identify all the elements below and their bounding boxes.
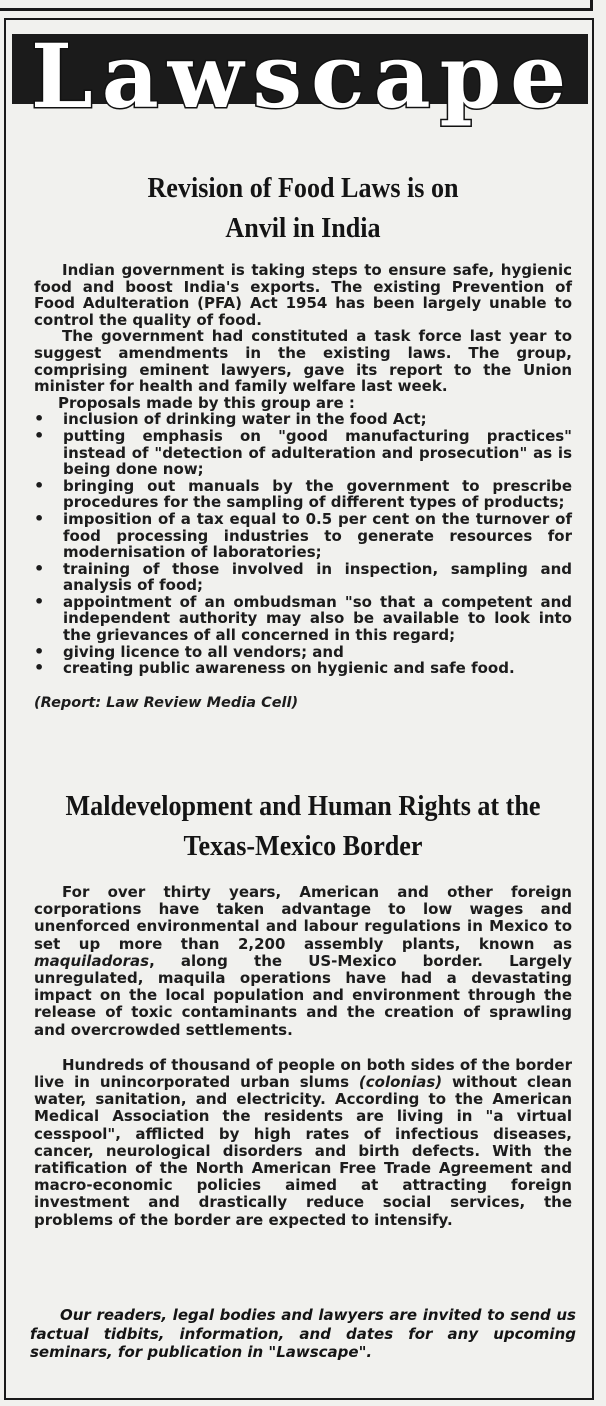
proposal-item: • bringing out manuals by the government to prescribe procedures for the sampling of different types of products;: [34, 478, 572, 511]
article1-headline: [30, 168, 575, 248]
article2-body: [34, 884, 572, 1247]
article1-headline-line2: Anvil in India: [225, 212, 381, 244]
proposal-item: • imposition of a tax equal to 0.5 per cent on the turnover of food processing industries to generate resources for modernisation of laboratories;: [34, 511, 572, 561]
proposals-intro: Proposals made by this group are :: [58, 393, 355, 412]
article1-body: [34, 262, 572, 711]
proposal-item: • putting emphasis on "good manufacturing practices" instead of "detection of adulteration and prosecution" as is being done now;: [34, 428, 572, 478]
article2-p1-text-a: For over thirty years, American and other foreign corporations have taken advantage to low wages and unenforced environmental and labour regulations in Mexico to set up more than 2,200 assembly plants, known as: [34, 883, 572, 953]
colonias-term: (colonias): [358, 1073, 443, 1092]
proposal-item: • training of those involved in inspection, sampling and analysis of food;: [34, 561, 572, 594]
article1-paragraph-1: Indian government is taking steps to ensure safe, hygienic food and boost India's exports. The existing Prevention of Food Adulteration (PFA) Act 1954 has been largely unable to control the quality of food.: [34, 261, 572, 329]
report-credit: (Report: Law Review Media Cell): [34, 694, 299, 711]
readers-invitation-note: Our readers, legal bodies and lawyers are invited to send us factual tidbits, information, and dates for any upcoming seminars, for publication in "Lawscape".: [30, 1306, 576, 1361]
article2-paragraph-1: [34, 884, 572, 1039]
proposals-list: [34, 411, 572, 677]
proposal-item: • giving licence to all vendors; and: [34, 644, 572, 661]
article2-p1-text-b: , along the US-Mexico border. Largely unregulated, maquila operations have had a devastating impact on the local population and environment through the release of toxic contaminants and the creation of sprawling and overcrowded settlements.: [34, 951, 572, 1039]
article2-headline: [30, 786, 575, 866]
article1-headline-line1: Revision of Food Laws is on: [147, 172, 459, 204]
proposal-item: • inclusion of drinking water in the food Act;: [34, 411, 572, 428]
top-border-fragment: [0, 0, 593, 11]
maquiladoras-term: maquiladoras: [34, 951, 150, 970]
article2-p2-text-a: Hundreds of thousand of people on both sides of the border live in unincorporated urban slums: [34, 1055, 572, 1092]
masthead-title: Lawscape: [30, 24, 576, 128]
article1-paragraph-2: The government had constituted a task force last year to suggest amendments in the existing laws. The group, comprising eminent lawyers, gave its report to the Union minister for health and family welfare last week.: [34, 327, 572, 396]
article2-headline-line1: Maldevelopment and Human Rights at the: [65, 790, 541, 822]
article2-p2-text-b: without clean water, sanitation, and electricity. According to the American Medical Association the residents are living in "a virtual cesspool", afflicted by high rates of infectious diseases, cancer, neurological disorders and birth defects. With the ratification of the North American Free Trade Agreement and macro-economic policies aimed at attracting foreign investment and drastically reduce social services, the problems of the border are expected to intensify.: [34, 1073, 572, 1229]
article2-headline-line2: Texas-Mexico Border: [183, 830, 423, 862]
article2-paragraph-2: [34, 1057, 572, 1229]
proposal-item: • creating public awareness on hygienic and safe food.: [34, 660, 572, 677]
proposal-item: • appointment of an ombudsman "so that a competent and independent authority may also be available to look into the grievances of all concerned in this regard;: [34, 594, 572, 644]
